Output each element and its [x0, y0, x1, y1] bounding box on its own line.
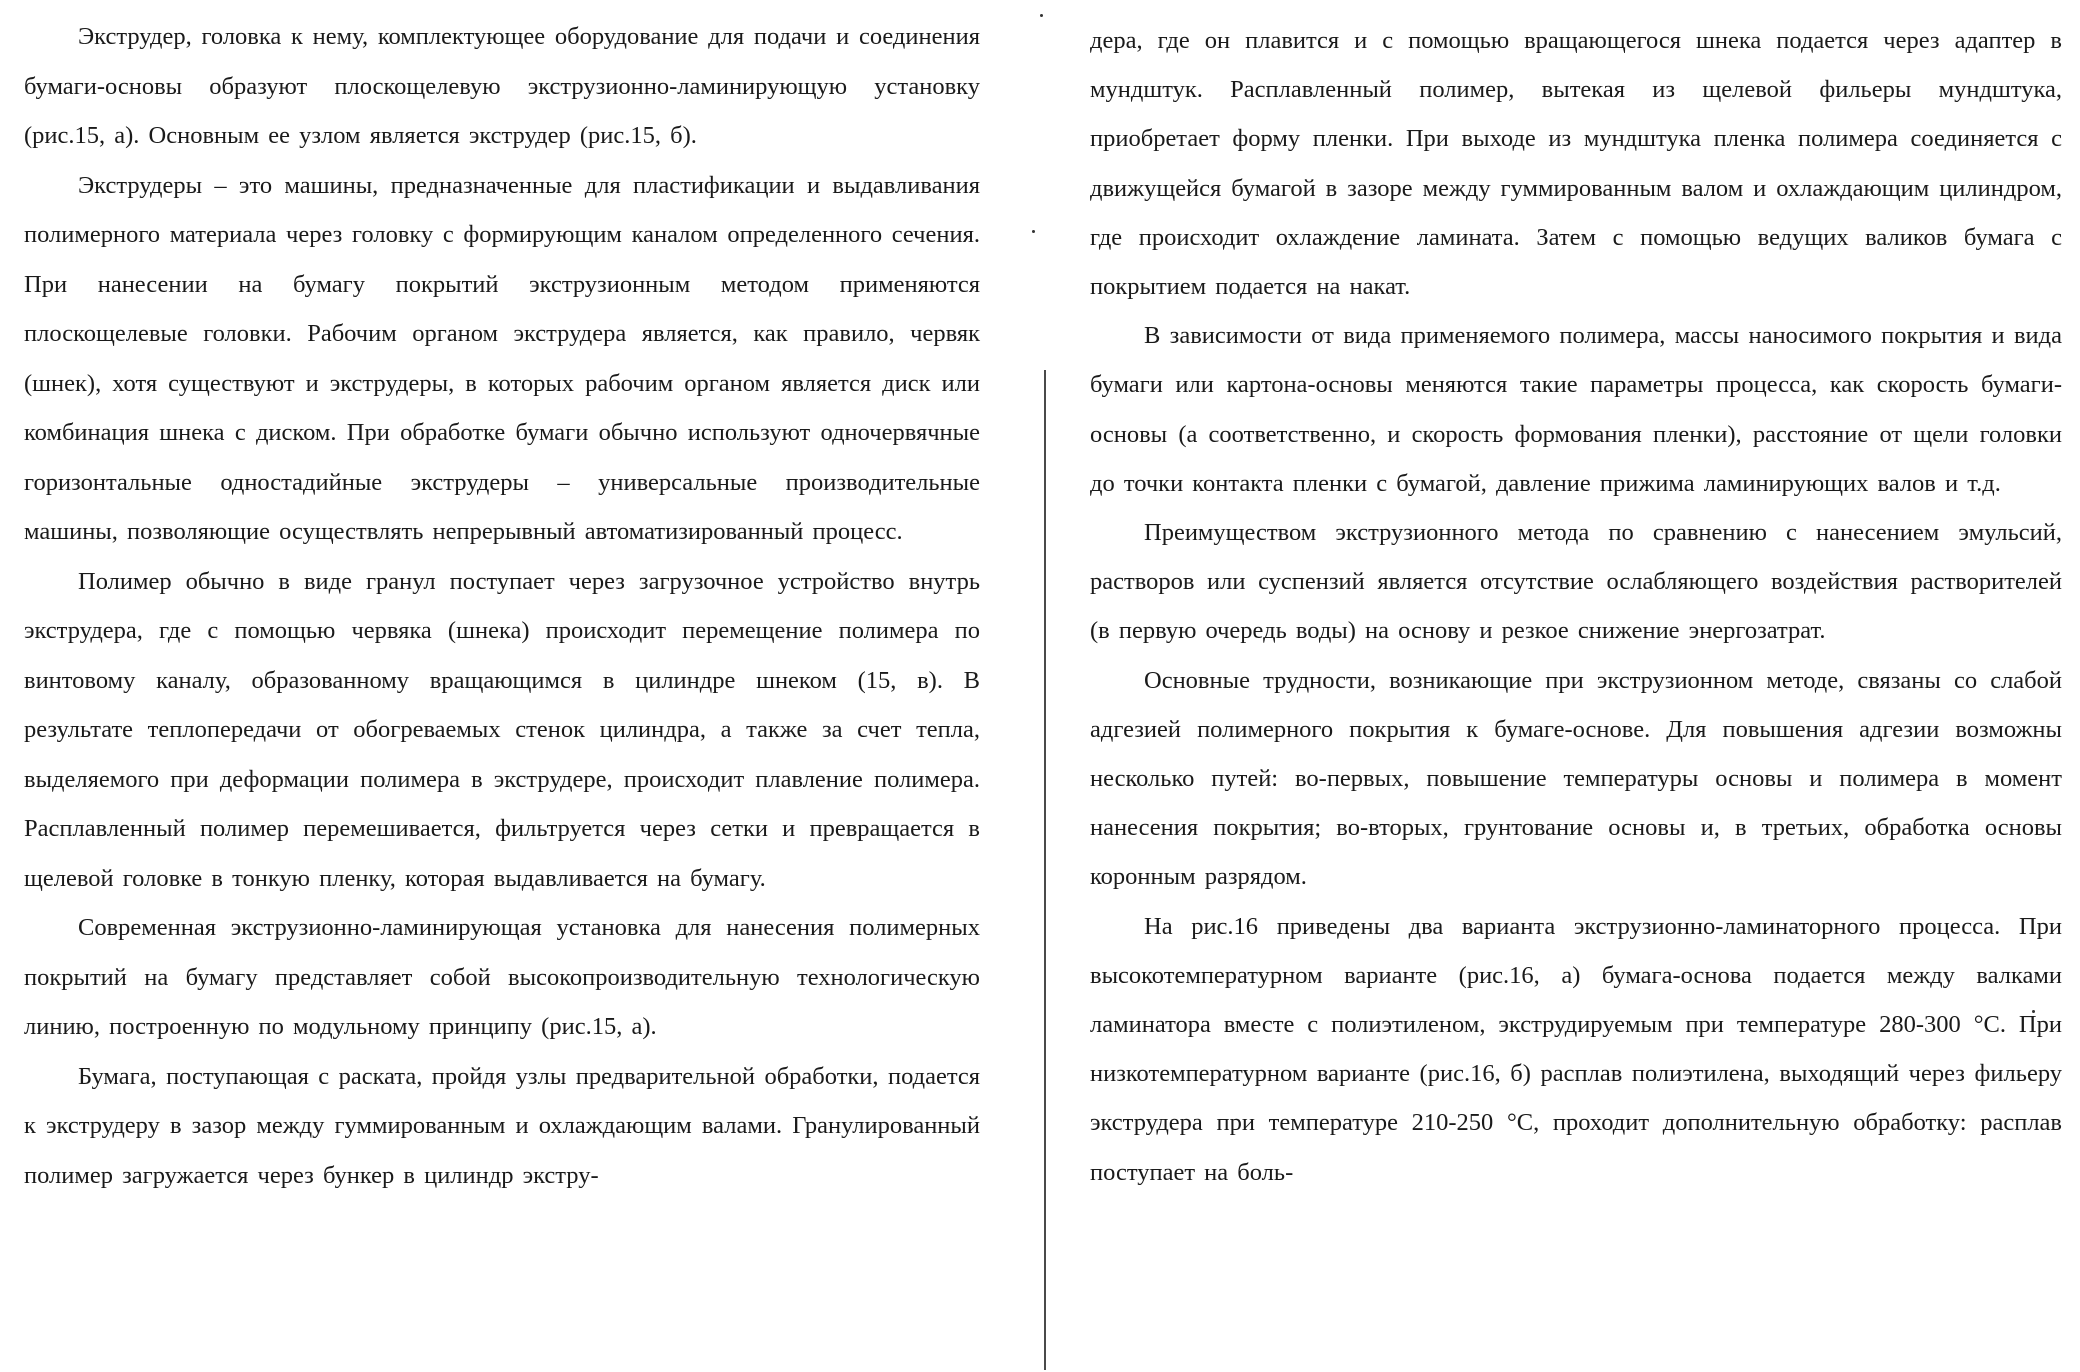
right-paragraph-2: В зависимости от вида применяемого полимера, массы наносимого покрытия и вида бумаги или картона-основы меняются такие параметры процесса, как скорость бумаги-основы (а соответственно, и скорость формования пленки), расстояние от щели головки до точки контакта пленки с бумагой, давление прижима ламинирующих валов и т.д.: [1090, 322, 2062, 497]
book-gutter-line: [1044, 370, 1046, 1370]
right-page: [1062, 0, 2080, 1372]
left-paragraph-5: Бумага, поступающая с раската, пройдя узлы предварительной обработки, подается к экструдеру в зазор между гуммированным и охлаждающим валами. Гранулированный полимер загружается через бункер в цилиндр экстру-: [24, 1062, 980, 1189]
right-paragraph-1: дера, где он плавится и с помощью вращающегося шнека подается через адаптер в мундштук. Расплавленный полимер, вытекая из щелевой фильеры мундштука, приобретает форму пленки. При выходе из мундштука пленка полимера соединяется с движущейся бумагой в зазоре между гуммированным валом и охлаждающим цилиндром, где происходит охлаждение ламината. Затем с помощью ведущих валиков бумага с покрытием подается на накат.: [1090, 27, 2062, 301]
gutter-speck: [1040, 14, 1043, 17]
gutter-speck: [1032, 230, 1035, 233]
left-paragraph-4: Современная экструзионно-ламинирующая установка для нанесения полимерных покрытий на бумагу представляет собой высокопроизводительную технологическую линию, построенную по модульному принципу (рис.15, а).: [24, 914, 980, 1040]
right-paragraph-3: Преимуществом экструзионного метода по сравнению с нанесением эмульсий, растворов или суспензий является отсутствие ослабляющего воздействия растворителей (в первую очередь воды) на основу и резкое снижение энергозатрат.: [1090, 519, 2062, 645]
left-paragraph-3: Полимер обычно в виде гранул поступает через загрузочное устройство внутрь экструдера, где с помощью червяка (шнека) происходит перемещение полимера по винтовому каналу, образованному вращающимся в цилиндре шнеком (15, в). В результате теплопередачи от обогреваемых стенок цилиндра, а также за счет тепла, выделяемого при деформации полимера в экструдере, происходит плавление полимера. Расплавленный полимер перемешивается, фильтруется через сетки и превращается в щелевой головке в тонкую пленку, которая выдавливается на бумагу.: [24, 567, 980, 892]
left-page: [0, 0, 1010, 1372]
left-paragraph-1: Экструдер, головка к нему, комплектующее оборудование для подачи и соединения бумаги-основы образуют плоскощелевую экструзионно-ламинирующую установку (рис.15, а). Основным ее узлом является экструдер (рис.15, б).: [24, 23, 980, 149]
left-paragraph-2: Экструдеры – это машины, предназначенные для пластификации и выдавливания полимерного материала через головку с формирующим каналом определенного сечения. При нанесении на бумагу покрытий экструзионным методом применяются плоскощелевые головки. Рабочим органом экструдера является, как правило, червяк (шнек), хотя существуют и экструдеры, в которых рабочим органом является диск или комбинация шнека с диском. При обработке бумаги обычно используют одночервячные горизонтальные одностадийные экструдеры – универсальные производительные машины, позволяющие осуществлять непрерывный автоматизированный процесс.: [24, 171, 980, 545]
right-paragraph-5: На рис.16 приведены два варианта экструзионно-ламинаторного процесса. При высокотемпературном варианте (рис.16, а) бумага-основа подается между валками ламинатора вместе с полиэтиленом, экструдируемым при температуре 280-300 °С. При низкотемпературном варианте (рис.16, б) расплав полиэтилена, выходящий через фильеру экструдера при температуре 210-250 °С, проходит дополнительную обработку: расплав поступает на боль-: [1090, 912, 2062, 1186]
right-paragraph-4: Основные трудности, возникающие при экструзионном методе, связаны со слабой адгезией полимерного покрытия к бумаге-основе. Для повышения адгезии возможны несколько путей: во-первых, повышение температуры основы и полимера в момент нанесения покрытия; во-вторых, грунтование основы и, в третьих, обработка основы коронным разрядом.: [1090, 666, 2062, 891]
